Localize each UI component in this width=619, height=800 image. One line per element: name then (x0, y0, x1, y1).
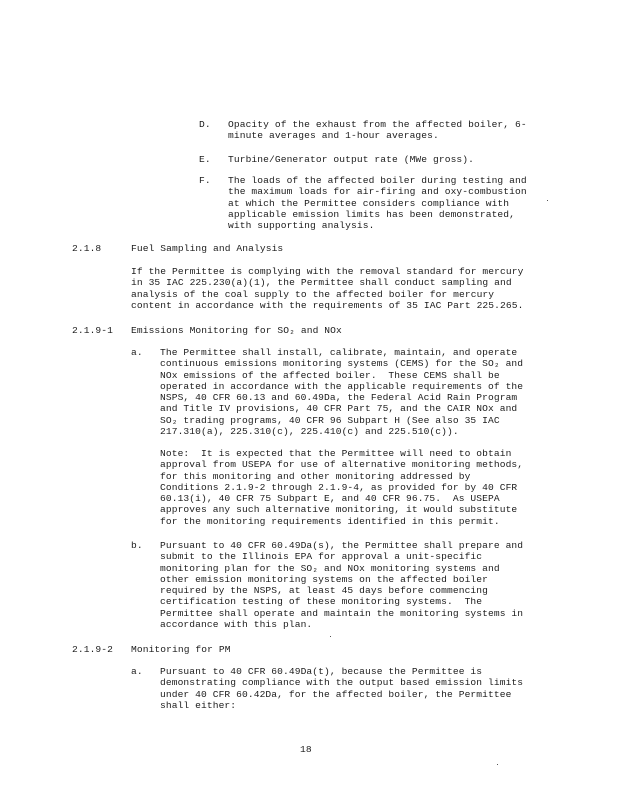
text-line: The Permittee shall install, calibrate, maintain, and operate (160, 347, 518, 358)
text-line: approval from USEPA for use of alternative monitoring methods, (160, 459, 524, 471)
section-2-1-9-1-a-label: a. (131, 347, 143, 358)
section-2-1-9-2-a-label: a. (131, 666, 143, 677)
section-2-1-9-1-number: 2.1.9-1 (72, 325, 114, 336)
text-line: applicable emission limits has been demonstrated, (228, 208, 516, 220)
text-line: for this monitoring and other monitoring addressed by (160, 470, 471, 482)
text-line: Pursuant to 40 CFR 60.49Da(t), because the Permittee is (160, 666, 483, 677)
item-d-text (228, 119, 527, 142)
text-line: the maximum loads for air-firing and oxy-combustion (228, 186, 527, 198)
text-line: monitoring plan for the SO₂ and NOx monitoring systems and (160, 562, 500, 574)
text-line: Note: It is expected that the Permittee will need to obtain (160, 448, 512, 459)
section-2-1-9-1-b-text (160, 540, 523, 630)
text-line: in 35 IAC 225.230(a)(1), the Permittee shall conduct sampling and (131, 277, 512, 289)
text-line: 217.310(a), 225.310(c), 225.410(c) and 225.510(c)). (160, 426, 459, 438)
section-2-1-9-2-a-text (160, 666, 523, 711)
text-line: demonstrating compliance with the output based emission limits (160, 677, 524, 689)
section-2-1-9-2-title: Monitoring for PM (131, 644, 231, 655)
section-2-1-9-1-title: Emissions Monitoring for SO₂ and NOx (131, 325, 342, 336)
item-f-label: F. (199, 175, 211, 186)
item-f-text (228, 175, 527, 231)
text-line: analysis of the coal supply to the affected boiler for mercury (131, 288, 495, 300)
text-line: If the Permittee is complying with the removal standard for mercury (131, 266, 524, 277)
text-line: for the monitoring requirements identified in this permit. (160, 515, 500, 527)
section-2-1-8-title: Fuel Sampling and Analysis (131, 243, 284, 254)
text-line: accordance with this plan. (160, 619, 313, 631)
text-line: NSPS, 40 CFR 60.13 and 60.49Da, the Federal Acid Rain Program (160, 392, 518, 404)
text-line: Conditions 2.1.9-2 through 2.1.9-4, as provided for by 40 CFR (160, 481, 518, 493)
scan-speck (330, 636, 331, 637)
item-d-label: D. (199, 119, 211, 130)
scan-speck (497, 764, 498, 765)
text-line: NOx emissions of the affected boiler. These CEMS shall be (160, 369, 500, 381)
text-line: other emission monitoring systems on the affected boiler (160, 573, 489, 585)
section-2-1-9-1-b-label: b. (131, 540, 143, 551)
section-2-1-9-1-a-text (160, 347, 523, 437)
text-line: Permittee shall operate and maintain the monitoring systems in (160, 607, 524, 619)
scan-speck (547, 200, 548, 201)
section-2-1-8-body (131, 266, 523, 311)
text-line: Pursuant to 40 CFR 60.49Da(s), the Permittee shall prepare and (160, 540, 524, 551)
text-line: The loads of the affected boiler during testing and (228, 175, 527, 186)
text-line: continuous emissions monitoring systems (CEMS) for the SO₂ and (160, 358, 524, 370)
text-line: content in accordance with the requirements of 35 IAC Part 225.265. (131, 299, 524, 311)
section-2-1-9-2-number: 2.1.9-2 (72, 644, 114, 655)
text-line: minute averages and 1-hour averages. (228, 130, 439, 142)
text-line: operated in accordance with the applicable requirements of the (160, 380, 524, 392)
section-2-1-8-number: 2.1.8 (72, 243, 102, 254)
text-line: and Title IV provisions, 40 CFR Part 75, and the CAIR NOx and (160, 403, 518, 415)
text-line: 60.13(i), 40 CFR 75 Subpart E, and 40 CFR 96.75. As USEPA (160, 493, 500, 505)
item-e-text (228, 154, 474, 165)
text-line: SO₂ trading programs, 40 CFR 96 Subpart H (See also 35 IAC (160, 414, 500, 426)
text-line: with supporting analysis. (228, 220, 375, 232)
text-line: Opacity of the exhaust from the affected boiler, 6- (228, 119, 527, 130)
text-line: shall either: (160, 699, 237, 711)
text-line: at which the Permittee considers compliance with (228, 197, 510, 209)
text-line: Turbine/Generator output rate (MWe gross). (228, 154, 475, 165)
page-number: 18 (300, 744, 312, 755)
text-line: certification testing of these monitoring systems. The (160, 596, 483, 608)
item-e-label: E. (199, 154, 211, 165)
text-line: required by the NSPS, at least 45 days before commencing (160, 585, 489, 597)
text-line: under 40 CFR 60.42Da, for the affected boiler, the Permittee (160, 688, 512, 700)
text-line: approves any such alternative monitoring, it would substitute (160, 504, 518, 516)
text-line: submit to the Illinois EPA for approval a unit-specific (160, 551, 483, 563)
section-2-1-9-1-note (160, 448, 523, 527)
